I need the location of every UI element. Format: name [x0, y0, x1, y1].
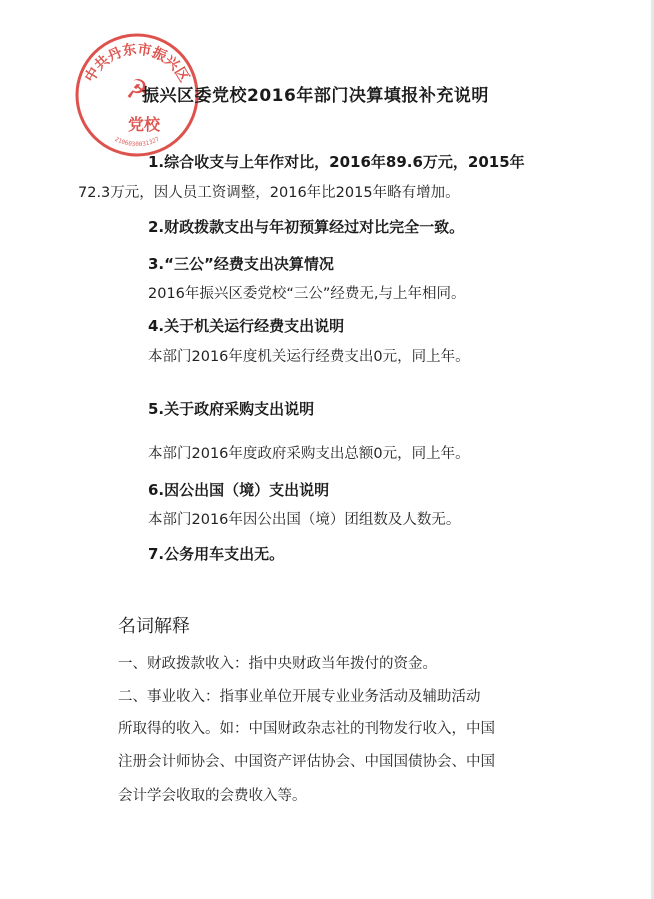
section-5-body: 本部门2016年度政府采购支出总额0元，同上年。 [148, 446, 470, 462]
section-4-body: 本部门2016年度机关运行经费支出0元，同上年。 [148, 349, 470, 365]
section-5-heading: 5.关于政府采购支出说明 [148, 400, 315, 418]
seal-emblem-icon: ☭ [125, 75, 149, 105]
section-3-body: 2016年振兴区委党校“三公”经费无,与上年相同。 [148, 286, 466, 302]
section-3-heading: 3.“三公”经费支出决算情况 [148, 255, 334, 273]
document-title: 振兴区委党校2016年部门决算填报补充说明 [142, 86, 489, 106]
glossary-item-2-line-4: 会计学会收取的会费收入等。 [118, 788, 307, 804]
glossary-item-1: 一、财政拨款收入：指中央财政当年拨付的资金。 [118, 656, 437, 672]
section-2: 2.财政拨款支出与年初预算经过对比完全一致。 [148, 218, 465, 236]
section-1-line-1: 1.综合收支与上年作对比，2016年89.6万元，2015年 [148, 153, 525, 171]
seal-center-text: 党校 [127, 115, 161, 134]
glossary-item-2-line-3: 注册会计师协会、中国资产评估协会、中国国债协会、中国 [118, 754, 495, 770]
section-6-heading: 6.因公出国（境）支出说明 [148, 481, 330, 499]
seal-arc-textpath: 中共丹东市振兴区 [82, 41, 192, 86]
glossary-item-2-line-2: 所取得的收入。如：中国财政杂志社的刊物发行收入，中国 [118, 721, 495, 737]
glossary-item-2-line-1: 二、事业收入：指事业单位开展专业业务活动及辅助活动 [118, 689, 481, 705]
seal-serial-textpath: 2106030031327 [113, 135, 161, 149]
section-6-body: 本部门2016年因公出国（境）团组数及人数无。 [148, 512, 461, 528]
section-7: 7.公务用车支出无。 [148, 545, 285, 563]
section-1-line-2: 72.3万元，因人员工资调整，2016年比2015年略有增加。 [78, 185, 460, 201]
seal-serial-text [113, 136, 160, 149]
section-4-heading: 4.关于机关运行经费支出说明 [148, 317, 345, 335]
glossary-heading: 名词解释 [118, 616, 190, 637]
